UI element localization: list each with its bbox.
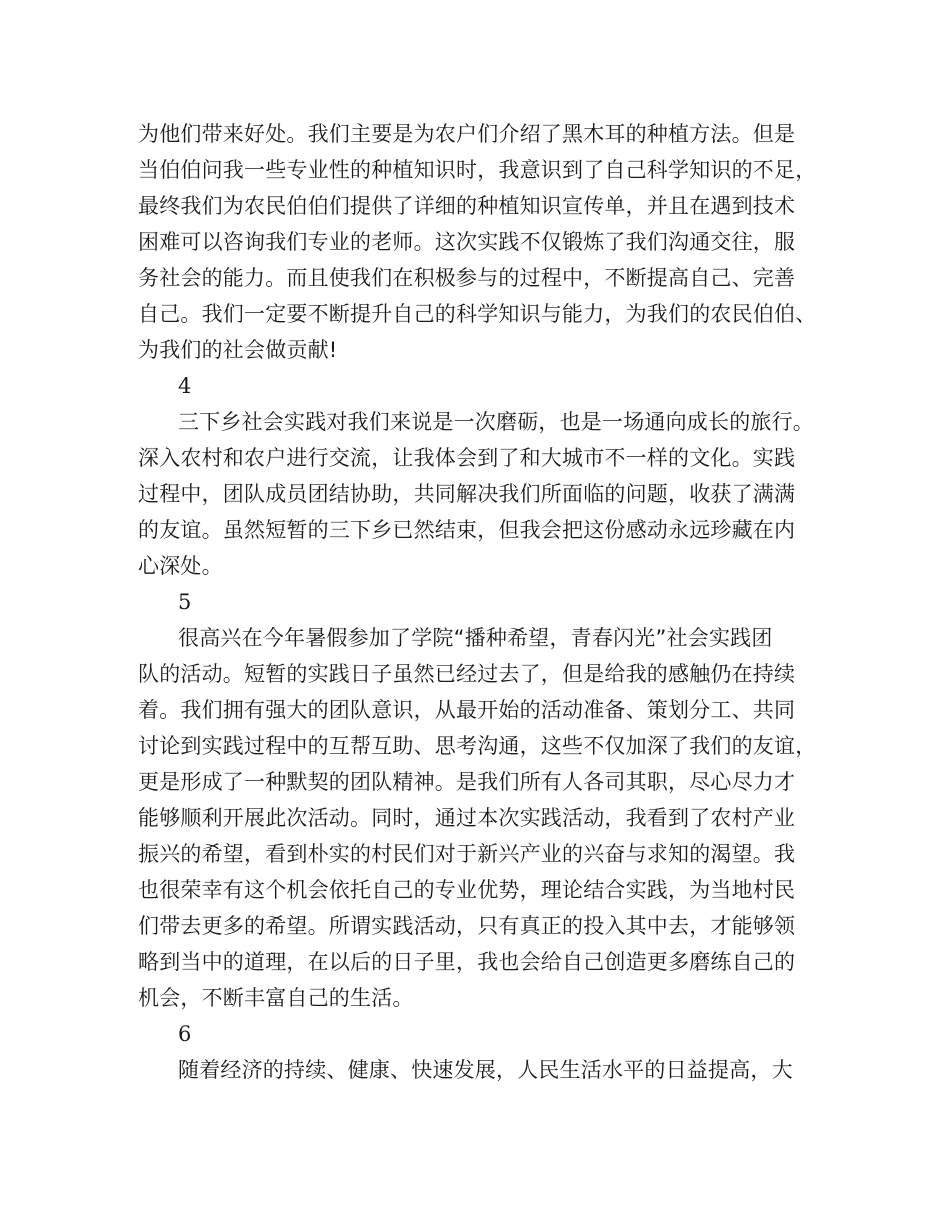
text-line: 随着经济的持续、健康、快速发展，人民生活水平的日益提高，大: [178, 1058, 793, 1082]
text-line: 为我们的社会做贡献!: [138, 338, 338, 362]
text-line: 为他们带来好处。我们主要是为农户们介绍了黑木耳的种植方法。但是: [138, 122, 796, 146]
text-line: 务社会的能力。而且使我们在积极参与的过程中，不断提高自己、完善: [138, 266, 796, 290]
paragraph-section-6: [138, 1052, 820, 1088]
text-line: 过程中，团队成员团结协助，共同解决我们所面临的问题，收获了满满: [138, 482, 796, 506]
text-line: 队的活动。短暂的实践日子虽然已经过去了，但是给我的感触仍在持续: [138, 662, 796, 686]
text-line: 机会，不断丰富自己的生活。: [138, 986, 414, 1010]
text-line: 能够顺利开展此次活动。同时，通过本次实践活动，我看到了农村产业: [138, 806, 796, 830]
text-line: 振兴的希望，看到朴实的村民们对于新兴产业的兴奋与求知的渴望。我: [138, 842, 796, 866]
text-line: 困难可以咨询我们专业的老师。这次实践不仅锻炼了我们沟通交往，服: [138, 230, 796, 254]
text-line: 们带去更多的希望。所谓实践活动，只有真正的投入其中去，才能够领: [138, 914, 796, 938]
document-body: [138, 116, 820, 1088]
paragraph-section-4: [138, 404, 820, 584]
section-number: 5: [178, 590, 192, 614]
text-line: 当伯伯问我一些专业性的种植知识时，我意识到了自己科学知识的不足，: [138, 158, 817, 182]
paragraph-section-5: [138, 620, 820, 1016]
text-line: 三下乡社会实践对我们来说是一次磨砺，也是一场通向成长的旅行。: [178, 410, 814, 434]
text-line: 很高兴在今年暑假参加了学院“播种希望，青春闪光”社会实践团: [178, 626, 773, 650]
section-number: 4: [178, 374, 192, 398]
text-line: 深入农村和农户进行交流，让我体会到了和大城市不一样的文化。实践: [138, 446, 796, 470]
paragraph-continuation: [138, 116, 820, 368]
text-line: 的友谊。虽然短暂的三下乡已然结束，但我会把这份感动永远珍藏在内: [138, 518, 796, 542]
text-line: 着。我们拥有强大的团队意识，从最开始的活动准备、策划分工、共同: [138, 698, 796, 722]
text-line: 更是形成了一种默契的团队精神。是我们所有人各司其职，尽心尽力才: [138, 770, 796, 794]
text-line: 略到当中的道理，在以后的日子里，我也会给自己创造更多磨练自己的: [138, 950, 796, 974]
text-line: 自己。我们一定要不断提升自己的科学知识与能力，为我们的农民伯伯、: [138, 302, 817, 326]
text-line: 讨论到实践过程中的互帮互助、思考沟通，这些不仅加深了我们的友谊，: [138, 734, 817, 758]
text-line: 也很荣幸有这个机会依托自己的专业优势，理论结合实践，为当地村民: [138, 878, 796, 902]
text-line: 心深处。: [138, 554, 223, 578]
section-number: 6: [178, 1022, 192, 1046]
text-line: 最终我们为农民伯伯们提供了详细的种植知识宣传单，并且在遇到技术: [138, 194, 796, 218]
